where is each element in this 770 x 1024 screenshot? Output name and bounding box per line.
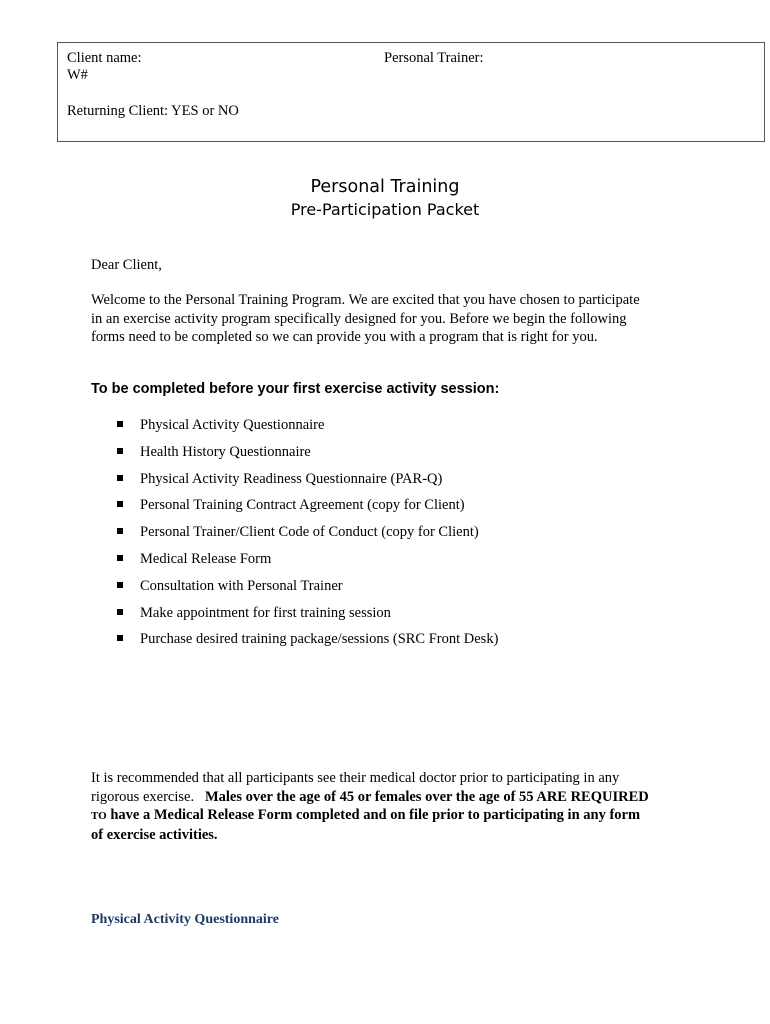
- list-item: [117, 470, 498, 497]
- checklist-heading: To be completed before your first exercise activity session:: [91, 381, 500, 397]
- list-item-label: Consultation with Personal Trainer: [140, 577, 343, 594]
- list-item: [117, 496, 498, 523]
- square-bullet-icon: [117, 528, 123, 534]
- list-item-label: Health History Questionnaire: [140, 443, 311, 460]
- required-forms-list: [117, 416, 498, 657]
- requirement-text: Males over the age of 45 or females over the age of 55 ARE REQUIRED: [204, 788, 649, 805]
- list-item-label: Physical Activity Questionnaire: [140, 417, 325, 433]
- recommendation-paragraph: [91, 769, 649, 844]
- intro-line: forms need to be completed so we can provide you with a program that is right for you.: [91, 329, 598, 345]
- square-bullet-icon: [117, 501, 123, 507]
- list-item: [117, 416, 498, 443]
- w-number-label: W#: [67, 67, 88, 83]
- recommendation-text: rigorous exercise.: [91, 788, 205, 805]
- list-item-label: Purchase desired training package/sessions (SRC Front Desk): [140, 631, 499, 648]
- intro-line: Welcome to the Personal Training Program. We are excited that you have chosen to participate: [91, 292, 640, 308]
- recommendation-line: [91, 806, 649, 826]
- intro-paragraph: [91, 291, 640, 347]
- list-item-label: Make appointment for first training session: [140, 604, 391, 621]
- page-title: Personal Training: [310, 177, 460, 197]
- page-subtitle: Pre-Participation Packet: [290, 200, 480, 219]
- list-item: [117, 550, 498, 577]
- square-bullet-icon: [117, 635, 123, 641]
- list-item: [117, 630, 498, 657]
- requirement-text: have a Medical Release Form completed and on file prior to participating in any form: [106, 807, 641, 823]
- intro-line: in an exercise activity program specifically designed for you. Before we begin the following: [91, 310, 627, 327]
- returning-client-label: Returning Client: YES or NO: [67, 103, 239, 119]
- recommendation-line: It is recommended that all participants see their medical doctor prior to participating in any: [91, 770, 620, 786]
- list-item-label: Physical Activity Readiness Questionnaire (PAR-Q): [140, 470, 443, 487]
- recommendation-line: [91, 788, 649, 807]
- square-bullet-icon: [117, 475, 123, 481]
- list-item-label: Personal Training Contract Agreement (copy for Client): [140, 497, 465, 514]
- square-bullet-icon: [117, 421, 123, 427]
- square-bullet-icon: [117, 582, 123, 588]
- square-bullet-icon: [117, 609, 123, 615]
- personal-trainer-label: Personal Trainer:: [384, 50, 484, 66]
- list-item: [117, 604, 498, 631]
- square-bullet-icon: [117, 448, 123, 454]
- list-item: [117, 523, 498, 550]
- recommendation-line: of exercise activities.: [91, 826, 218, 843]
- client-name-label: Client name:: [67, 50, 142, 66]
- client-info-box: [57, 42, 765, 142]
- list-item: [117, 577, 498, 604]
- salutation: Dear Client,: [91, 257, 162, 273]
- list-item-label: Medical Release Form: [140, 550, 272, 567]
- requirement-text: TO: [91, 810, 107, 822]
- physical-activity-questionnaire-heading: Physical Activity Questionnaire: [91, 912, 279, 927]
- list-item: [117, 443, 498, 470]
- list-item-label: Personal Trainer/Client Code of Conduct (copy for Client): [140, 524, 479, 541]
- square-bullet-icon: [117, 555, 123, 561]
